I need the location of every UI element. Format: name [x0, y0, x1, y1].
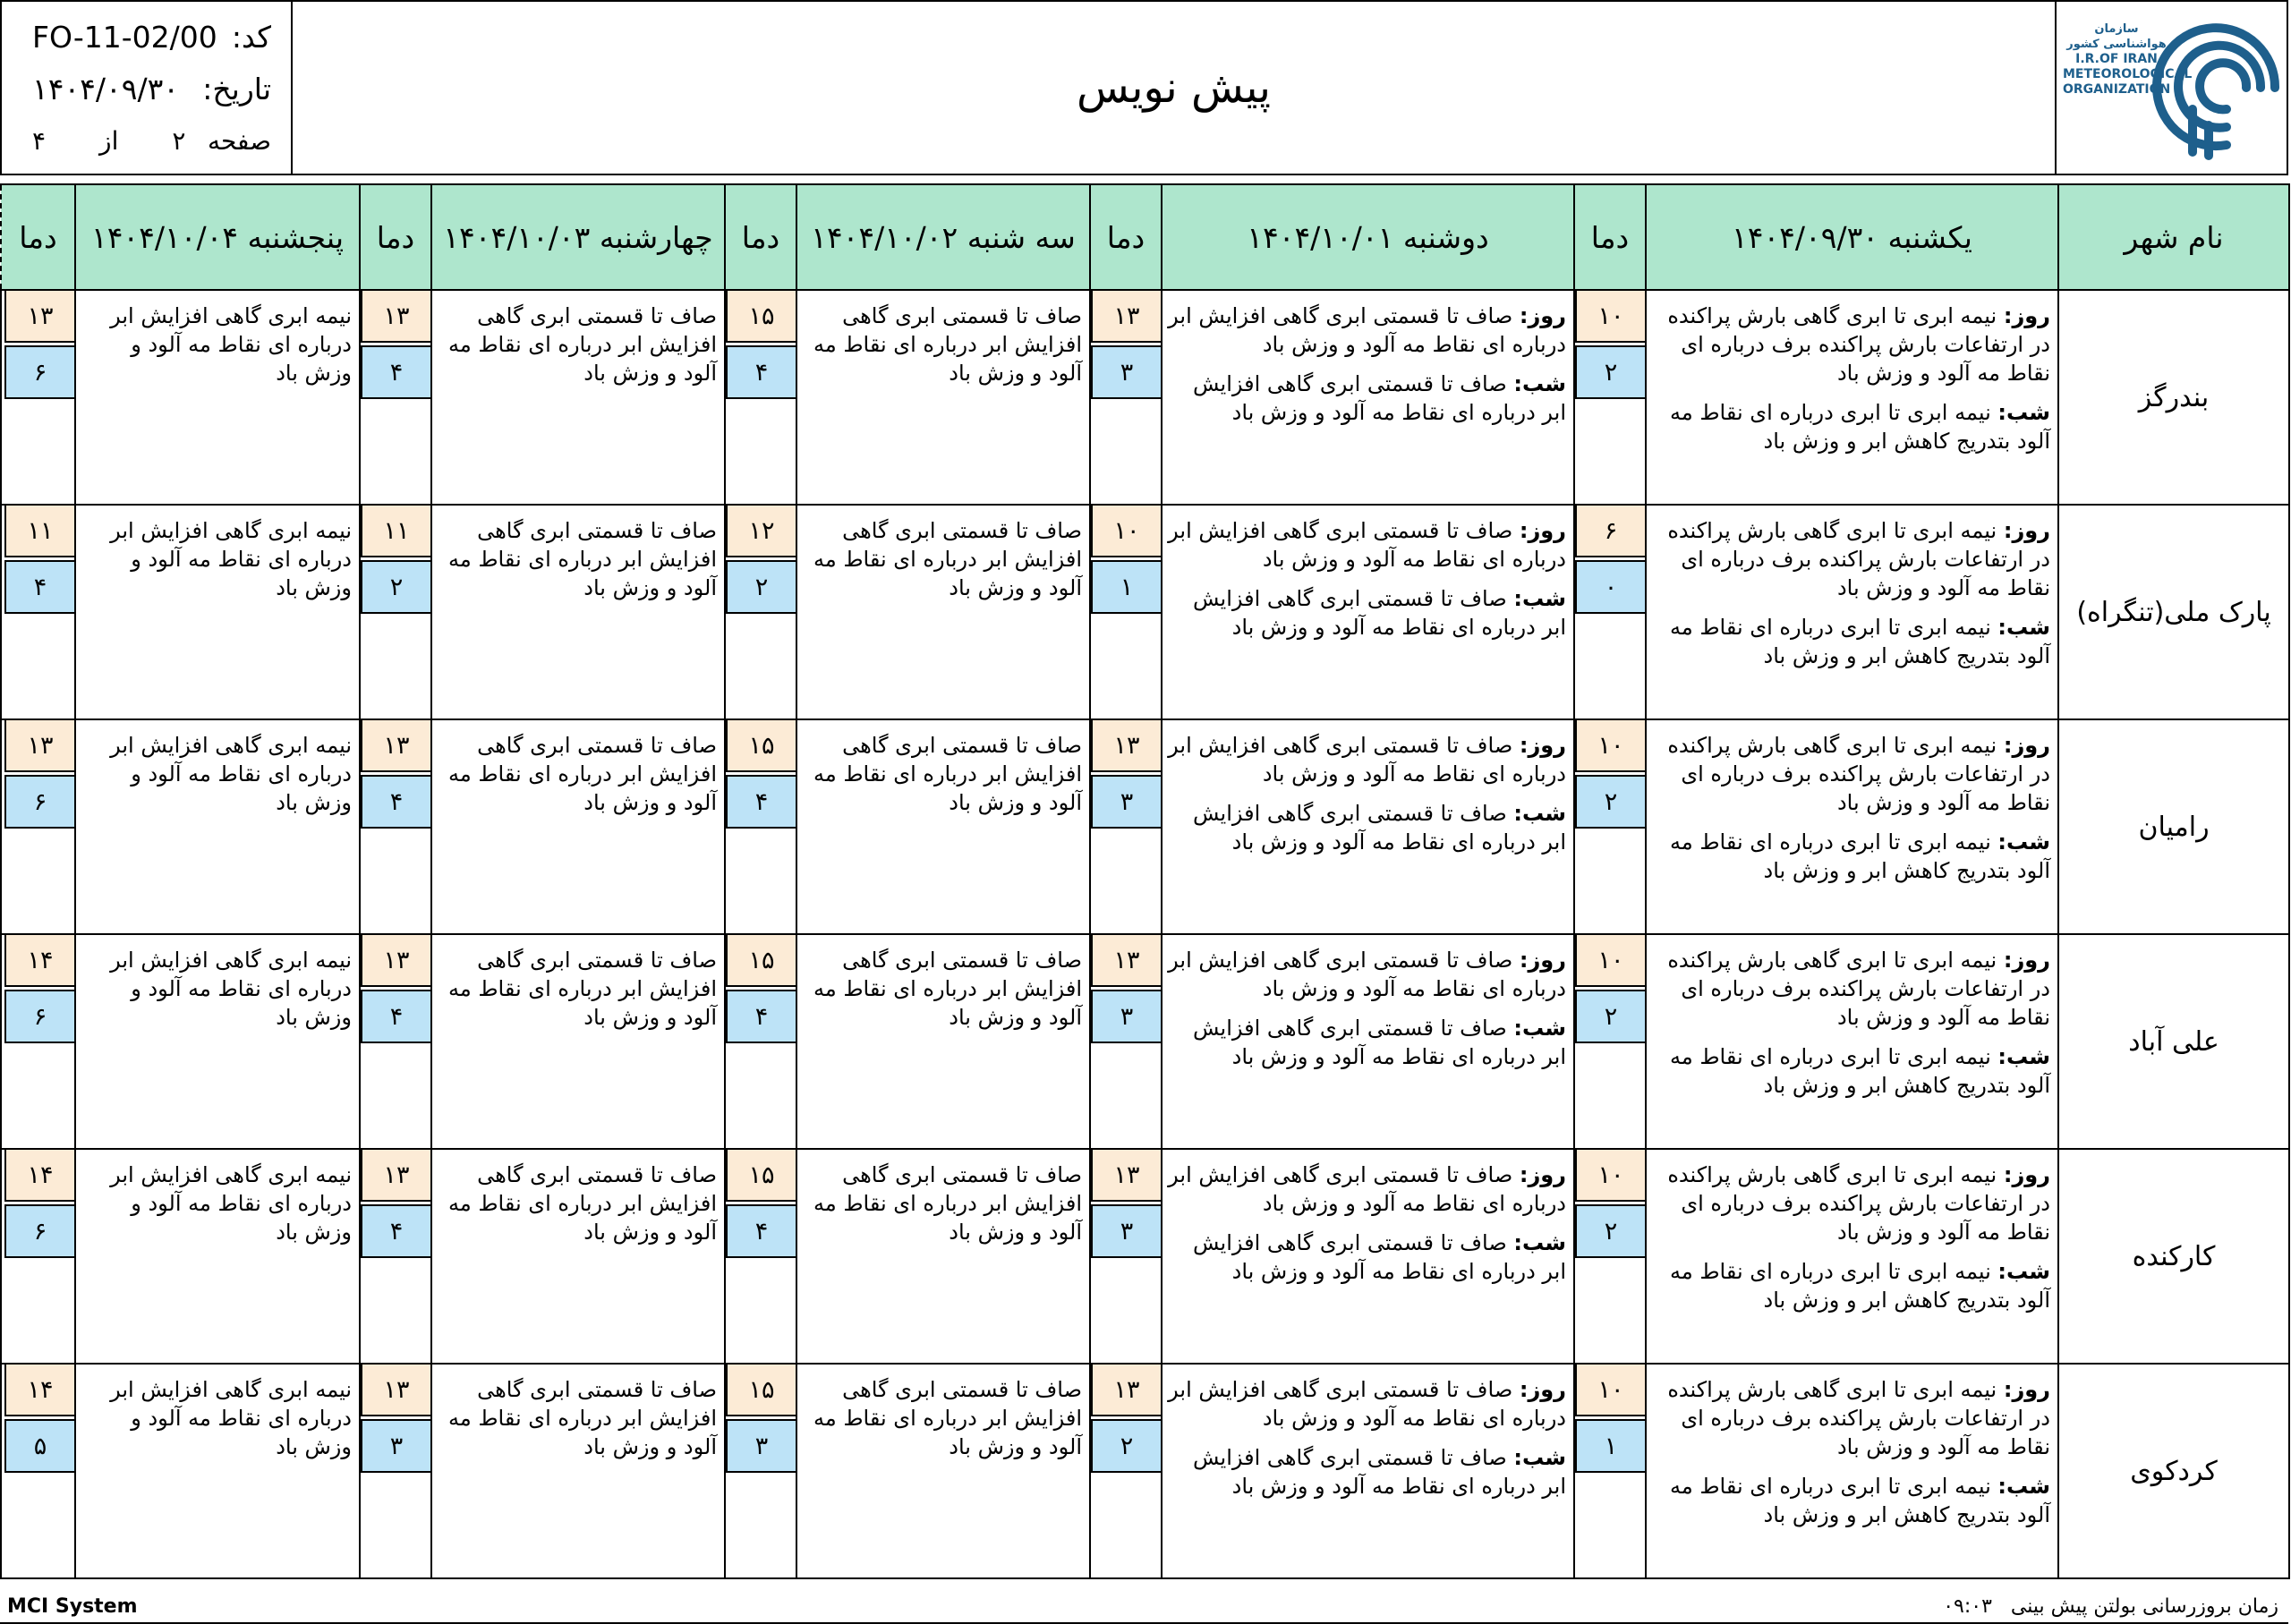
max-temp: ۶ [1575, 504, 1647, 557]
temperature-cell [360, 719, 431, 934]
day-forecast [1168, 1161, 1566, 1218]
header-temp: دما [360, 184, 431, 290]
night-forecast-text: نیمه ابری تا ابری درباره ای نقاط مه آلود بتدریج کاهش ابر و وزش باد [1670, 1044, 2050, 1098]
day-forecast-text: صاف تا قسمتی ابری گاهی افزایش ابر درباره ای نقاط مه آلود و وزش باد [1168, 1377, 1566, 1431]
code-value: FO-11-02/00 [32, 19, 217, 55]
night-label: شب: [1513, 1016, 1566, 1041]
max-temp: ۱۵ [726, 1148, 797, 1202]
table-row [1, 934, 2289, 1149]
header-temp: دما [725, 184, 796, 290]
min-temp: ۴ [361, 775, 432, 829]
day-forecast [1652, 516, 2050, 602]
page-label: صفحه [207, 125, 271, 156]
forecast-table [0, 183, 2290, 1579]
page-row [32, 118, 271, 163]
day-label: روز: [1519, 733, 1566, 758]
day-label: روز: [1519, 1162, 1566, 1187]
document-meta [2, 2, 293, 174]
night-forecast [1652, 1257, 2050, 1314]
update-time-row [1943, 1595, 2278, 1618]
night-forecast-text: صاف تا قسمتی ابری گاهی افزایش ابر درباره ای نقاط مه آلود و وزش باد [1192, 1230, 1566, 1284]
day-forecast-text: صاف تا قسمتی ابری گاهی افزایش ابر درباره ای نقاط مه آلود و وزش باد [1168, 948, 1566, 1001]
day-label: روز: [1519, 518, 1566, 543]
min-temp: ۳ [1091, 1204, 1163, 1258]
page-total: ۴ [32, 125, 47, 156]
night-forecast [1652, 828, 2050, 885]
night-forecast [1168, 1014, 1566, 1071]
temperature-cell [725, 719, 796, 934]
city-name: بندرگز [2058, 290, 2289, 505]
table-row [1, 505, 2289, 719]
night-forecast-text: صاف تا قسمتی ابری گاهی افزایش ابر درباره ای نقاط مه آلود و وزش باد [1192, 1016, 1566, 1069]
max-temp: ۱۱ [4, 504, 76, 557]
day-forecast-text: صاف تا قسمتی ابری گاهی افزایش ابر درباره ای نقاط مه آلود و وزش باد [1168, 303, 1566, 357]
temperature-cell [1090, 934, 1162, 1149]
min-temp: ۴ [726, 1204, 797, 1258]
max-temp: ۱۵ [726, 933, 797, 987]
header-day-4: چهارشنبه ۱۴۰۴/۱۰/۰۳ [431, 184, 725, 290]
temperature-cell [360, 1149, 431, 1364]
night-label: شب: [1513, 371, 1566, 396]
night-label: شب: [1997, 400, 2050, 425]
max-temp: ۱۳ [4, 718, 76, 772]
day-forecast-text: نیمه ابری تا ابری گاهی بارش پراکنده در ارتفاعات بارش پراکنده برف درباره ای نقاط مه آلود و وزش باد [1667, 1162, 2050, 1245]
update-time: ۰۹:۰۳ [1943, 1595, 1992, 1618]
temperature-cell [360, 290, 431, 505]
max-temp: ۱۴ [4, 1148, 76, 1202]
min-temp: ۴ [361, 990, 432, 1043]
min-temp: ۲ [1091, 1419, 1163, 1473]
update-label: زمان بروزرسانی بولتن پیش بینی [2010, 1595, 2278, 1618]
day-label: روز: [2003, 303, 2050, 328]
day-forecast [1168, 946, 1566, 1003]
day-label: روز: [2003, 518, 2050, 543]
day-forecast-text: نیمه ابری تا ابری گاهی بارش پراکنده در ارتفاعات بارش پراکنده برف درباره ای نقاط مه آلود و وزش باد [1667, 948, 2050, 1030]
night-forecast-text: نیمه ابری تا ابری درباره ای نقاط مه آلود بتدریج کاهش ابر و وزش باد [1670, 400, 2050, 454]
night-label: شب: [1513, 586, 1566, 611]
page-title: پیش نویس [1076, 63, 1271, 113]
day-forecast [1168, 731, 1566, 788]
code-label: کد: [231, 19, 271, 55]
table-row [1, 290, 2289, 505]
night-label: شب: [1513, 1230, 1566, 1255]
min-temp: ۲ [1575, 345, 1647, 399]
table-row [1, 719, 2289, 934]
max-temp: ۱۳ [1091, 718, 1163, 772]
temperature-cell [725, 290, 796, 505]
day-forecast-text: نیمه ابری تا ابری گاهی بارش پراکنده در ارتفاعات بارش پراکنده برف درباره ای نقاط مه آلود و وزش باد [1667, 1377, 2050, 1459]
code-row [32, 14, 271, 59]
temperature-cell [725, 1149, 796, 1364]
night-forecast-text: صاف تا قسمتی ابری گاهی افزایش ابر درباره ای نقاط مه آلود و وزش باد [1192, 801, 1566, 855]
table-row [1, 1149, 2289, 1364]
forecast-description: صاف تا قسمتی ابری گاهی افزایش ابر درباره ای نقاط مه آلود و وزش باد [431, 934, 725, 1149]
night-label: شب: [1997, 615, 2050, 640]
day-forecast [1652, 1375, 2050, 1461]
max-temp: ۱۰ [1091, 504, 1163, 557]
day-forecast-text: نیمه ابری تا ابری گاهی بارش پراکنده در ارتفاعات بارش پراکنده برف درباره ای نقاط مه آلود و وزش باد [1667, 303, 2050, 386]
temperature-cell [725, 1364, 796, 1578]
forecast-description [1162, 505, 1574, 719]
city-name: پارک ملی(تنگراه) [2058, 505, 2289, 719]
forecast-description: صاف تا قسمتی ابری گاهی افزایش ابر درباره ای نقاط مه آلود و وزش باد [796, 505, 1090, 719]
night-forecast [1168, 799, 1566, 856]
temperature-cell [1574, 290, 1646, 505]
temperature-cell [725, 505, 796, 719]
forecast-description [1646, 290, 2058, 505]
max-temp: ۱۰ [1575, 289, 1647, 343]
max-temp: ۱۳ [361, 1148, 432, 1202]
temperature-cell [725, 934, 796, 1149]
night-forecast-text: نیمه ابری تا ابری درباره ای نقاط مه آلود بتدریج کاهش ابر و وزش باد [1670, 829, 2050, 883]
day-forecast [1168, 1375, 1566, 1433]
day-forecast-text: نیمه ابری تا ابری گاهی بارش پراکنده در ارتفاعات بارش پراکنده برف درباره ای نقاط مه آلود و وزش باد [1667, 518, 2050, 600]
day-forecast [1652, 302, 2050, 387]
forecast-description [1162, 1149, 1574, 1364]
temperature-cell [1, 505, 75, 719]
min-temp: ۲ [1575, 775, 1647, 829]
night-forecast [1652, 613, 2050, 670]
min-temp: ۲ [1575, 990, 1647, 1043]
date-row [32, 66, 271, 111]
max-temp: ۱۰ [1575, 1363, 1647, 1416]
night-forecast [1652, 1472, 2050, 1529]
min-temp: ۰ [1575, 560, 1647, 614]
min-temp: ۳ [1091, 775, 1163, 829]
night-forecast [1652, 1042, 2050, 1100]
night-label: شب: [1997, 1474, 2050, 1499]
min-temp: ۵ [4, 1419, 76, 1473]
min-temp: ۴ [361, 345, 432, 399]
night-label: شب: [1513, 1445, 1566, 1470]
min-temp: ۳ [1091, 345, 1163, 399]
min-temp: ۳ [1091, 990, 1163, 1043]
forecast-description: صاف تا قسمتی ابری گاهی افزایش ابر درباره ای نقاط مه آلود و وزش باد [431, 1149, 725, 1364]
temperature-cell [1574, 1364, 1646, 1578]
min-temp: ۴ [4, 560, 76, 614]
temperature-cell [1574, 719, 1646, 934]
temperature-cell [1, 1364, 75, 1578]
organization-logo [2055, 2, 2287, 174]
forecast-description: صاف تا قسمتی ابری گاهی افزایش ابر درباره ای نقاط مه آلود و وزش باد [796, 1364, 1090, 1578]
forecast-description: نیمه ابری گاهی افزایش ابر درباره ای نقاط مه آلود و وزش باد [75, 290, 360, 505]
header-day-3: سه شنبه ۱۴۰۴/۱۰/۰۲ [796, 184, 1090, 290]
max-temp: ۱۲ [726, 504, 797, 557]
temperature-cell [1090, 505, 1162, 719]
day-label: روز: [1519, 303, 1566, 328]
forecast-description: نیمه ابری گاهی افزایش ابر درباره ای نقاط مه آلود و وزش باد [75, 1149, 360, 1364]
day-forecast [1652, 1161, 2050, 1246]
temperature-cell [1, 934, 75, 1149]
min-temp: ۱ [1091, 560, 1163, 614]
min-temp: ۴ [726, 345, 797, 399]
max-temp: ۱۰ [1575, 933, 1647, 987]
max-temp: ۱۳ [1091, 1363, 1163, 1416]
night-forecast [1168, 584, 1566, 642]
forecast-description [1162, 1364, 1574, 1578]
max-temp: ۱۰ [1575, 1148, 1647, 1202]
header-temp: دما [1574, 184, 1646, 290]
city-name: علی آباد [2058, 934, 2289, 1149]
day-label: روز: [2003, 1162, 2050, 1187]
max-temp: ۱۵ [726, 718, 797, 772]
forecast-description [1162, 934, 1574, 1149]
max-temp: ۱۴ [4, 933, 76, 987]
night-forecast-text: صاف تا قسمتی ابری گاهی افزایش ابر درباره ای نقاط مه آلود و وزش باد [1192, 371, 1566, 425]
header-city: نام شهر [2058, 184, 2289, 290]
temperature-cell [1574, 1149, 1646, 1364]
temperature-cell [1, 719, 75, 934]
temperature-cell [360, 934, 431, 1149]
forecast-description: صاف تا قسمتی ابری گاهی افزایش ابر درباره ای نقاط مه آلود و وزش باد [796, 290, 1090, 505]
date-value: ۱۴۰۴/۰۹/۳۰ [32, 71, 180, 106]
max-temp: ۱۴ [4, 1363, 76, 1416]
max-temp: ۱۱ [361, 504, 432, 557]
forecast-description: نیمه ابری گاهی افزایش ابر درباره ای نقاط مه آلود و وزش باد [75, 934, 360, 1149]
max-temp: ۱۳ [4, 289, 76, 343]
min-temp: ۶ [4, 990, 76, 1043]
day-forecast [1652, 946, 2050, 1032]
temperature-cell [1090, 1149, 1162, 1364]
temperature-cell [360, 505, 431, 719]
min-temp: ۴ [726, 990, 797, 1043]
temperature-cell [1574, 934, 1646, 1149]
logo-name-en: I.R.OF IRAN METEOROLOGICAL ORGANIZATION [2063, 52, 2193, 97]
table-header-row [1, 184, 2289, 290]
min-temp: ۱ [1575, 1419, 1647, 1473]
header-day-1: یکشنبه ۱۴۰۴/۰۹/۳۰ [1646, 184, 2058, 290]
max-temp: ۱۵ [726, 289, 797, 343]
min-temp: ۴ [361, 1204, 432, 1258]
forecast-description: نیمه ابری گاهی افزایش ابر درباره ای نقاط مه آلود و وزش باد [75, 505, 360, 719]
forecast-description: صاف تا قسمتی ابری گاهی افزایش ابر درباره ای نقاط مه آلود و وزش باد [431, 1364, 725, 1578]
day-forecast-text: صاف تا قسمتی ابری گاهی افزایش ابر درباره ای نقاط مه آلود و وزش باد [1168, 1162, 1566, 1216]
header-day-2: دوشنبه ۱۴۰۴/۱۰/۰۱ [1162, 184, 1574, 290]
day-label: روز: [2003, 1377, 2050, 1402]
night-forecast [1168, 370, 1566, 427]
forecast-body [1, 290, 2289, 1578]
max-temp: ۱۳ [1091, 1148, 1163, 1202]
forecast-description: صاف تا قسمتی ابری گاهی افزایش ابر درباره ای نقاط مه آلود و وزش باد [796, 1149, 1090, 1364]
day-label: روز: [1519, 948, 1566, 973]
forecast-description [1162, 719, 1574, 934]
forecast-description: نیمه ابری گاهی افزایش ابر درباره ای نقاط مه آلود و وزش باد [75, 719, 360, 934]
document-header [0, 0, 2288, 175]
max-temp: ۱۳ [1091, 933, 1163, 987]
night-forecast-text: نیمه ابری تا ابری درباره ای نقاط مه آلود بتدریج کاهش ابر و وزش باد [1670, 1259, 2050, 1313]
day-forecast-text: صاف تا قسمتی ابری گاهی افزایش ابر درباره ای نقاط مه آلود و وزش باد [1168, 733, 1566, 786]
day-forecast-text: نیمه ابری تا ابری گاهی بارش پراکنده در ارتفاعات بارش پراکنده برف درباره ای نقاط مه آلود و وزش باد [1667, 733, 2050, 815]
logo-text [2063, 21, 2193, 98]
night-forecast [1168, 1443, 1566, 1501]
day-label: روز: [2003, 733, 2050, 758]
city-name: کارکنده [2058, 1149, 2289, 1364]
forecast-description: صاف تا قسمتی ابری گاهی افزایش ابر درباره ای نقاط مه آلود و وزش باد [431, 290, 725, 505]
max-temp: ۱۳ [361, 289, 432, 343]
night-forecast-text: صاف تا قسمتی ابری گاهی افزایش ابر درباره ای نقاط مه آلود و وزش باد [1192, 586, 1566, 640]
logo-name-fa: سازمان هواشناسی کشور [2066, 22, 2167, 51]
max-temp: ۱۵ [726, 1363, 797, 1416]
night-forecast-text: صاف تا قسمتی ابری گاهی افزایش ابر درباره ای نقاط مه آلود و وزش باد [1192, 1445, 1566, 1499]
min-temp: ۴ [726, 775, 797, 829]
day-label: روز: [1519, 1377, 1566, 1402]
forecast-description: صاف تا قسمتی ابری گاهی افزایش ابر درباره ای نقاط مه آلود و وزش باد [431, 719, 725, 934]
day-forecast [1652, 731, 2050, 817]
forecast-description [1646, 719, 2058, 934]
forecast-description: صاف تا قسمتی ابری گاهی افزایش ابر درباره ای نقاط مه آلود و وزش باد [796, 934, 1090, 1149]
forecast-description [1646, 934, 2058, 1149]
night-forecast [1652, 398, 2050, 455]
night-label: شب: [1997, 1259, 2050, 1284]
min-temp: ۳ [361, 1419, 432, 1473]
min-temp: ۶ [4, 775, 76, 829]
night-label: شب: [1513, 801, 1566, 826]
forecast-description [1162, 290, 1574, 505]
min-temp: ۲ [726, 560, 797, 614]
temperature-cell [360, 1364, 431, 1578]
day-forecast [1168, 302, 1566, 359]
system-name: MCI System [7, 1595, 138, 1618]
max-temp: ۱۳ [361, 1363, 432, 1416]
header-temp: دما [1090, 184, 1162, 290]
min-temp: ۳ [726, 1419, 797, 1473]
min-temp: ۲ [1575, 1204, 1647, 1258]
temperature-cell [1, 1149, 75, 1364]
forecast-description: نیمه ابری گاهی افزایش ابر درباره ای نقاط مه آلود و وزش باد [75, 1364, 360, 1578]
max-temp: ۱۳ [1091, 289, 1163, 343]
max-temp: ۱۰ [1575, 718, 1647, 772]
min-temp: ۶ [4, 1204, 76, 1258]
city-name: کردکوی [2058, 1364, 2289, 1578]
max-temp: ۱۳ [361, 718, 432, 772]
night-forecast-text: نیمه ابری تا ابری درباره ای نقاط مه آلود بتدریج کاهش ابر و وزش باد [1670, 1474, 2050, 1527]
night-label: شب: [1997, 829, 2050, 855]
max-temp: ۱۳ [361, 933, 432, 987]
page-current: ۲ [172, 125, 186, 156]
day-label: روز: [2003, 948, 2050, 973]
forecast-description [1646, 1364, 2058, 1578]
day-forecast-text: صاف تا قسمتی ابری گاهی افزایش ابر درباره ای نقاط مه آلود و وزش باد [1168, 518, 1566, 572]
night-forecast-text: نیمه ابری تا ابری درباره ای نقاط مه آلود بتدریج کاهش ابر و وزش باد [1670, 615, 2050, 668]
header-temp: دما [1, 184, 75, 290]
night-label: شب: [1997, 1044, 2050, 1069]
forecast-description [1646, 1149, 2058, 1364]
city-name: رامیان [2058, 719, 2289, 934]
temperature-cell [1, 290, 75, 505]
min-temp: ۶ [4, 345, 76, 399]
date-label: تاریخ: [202, 71, 271, 106]
table-row [1, 1364, 2289, 1578]
temperature-cell [1574, 505, 1646, 719]
temperature-cell [1090, 1364, 1162, 1578]
min-temp: ۲ [361, 560, 432, 614]
night-forecast [1168, 1229, 1566, 1286]
day-forecast [1168, 516, 1566, 574]
header-day-5: پنجشنبه ۱۴۰۴/۱۰/۰۴ [75, 184, 360, 290]
temperature-cell [1090, 719, 1162, 934]
temperature-cell [1090, 290, 1162, 505]
page-of: از [99, 125, 119, 156]
forecast-description [1646, 505, 2058, 719]
forecast-description: صاف تا قسمتی ابری گاهی افزایش ابر درباره ای نقاط مه آلود و وزش باد [431, 505, 725, 719]
forecast-description: صاف تا قسمتی ابری گاهی افزایش ابر درباره ای نقاط مه آلود و وزش باد [796, 719, 1090, 934]
